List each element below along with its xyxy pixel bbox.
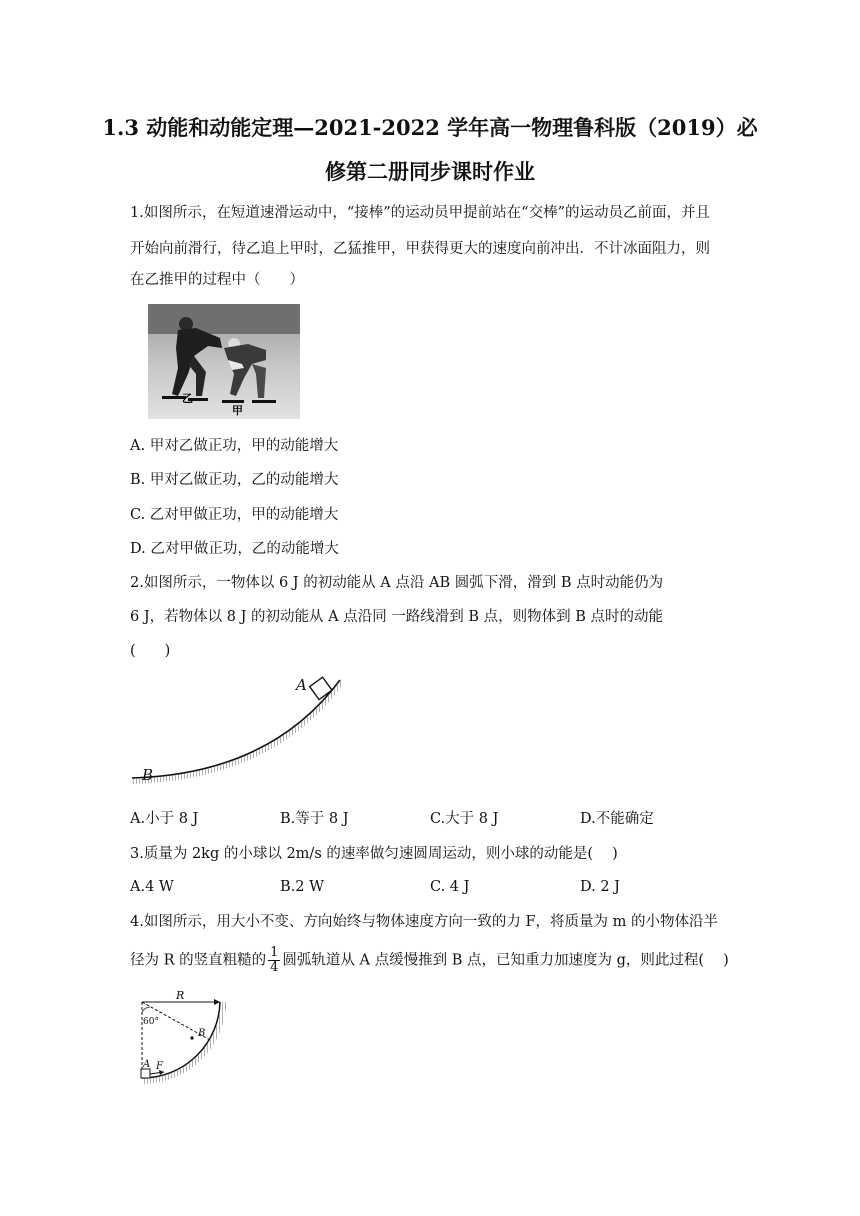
q2-option-a: A.小于 8 J bbox=[130, 811, 199, 827]
q1-text-line3: 在乙推甲的过程中（ ） bbox=[130, 272, 304, 288]
q1-option-a: A. 甲对乙做正功，甲的动能增大 bbox=[130, 438, 339, 454]
q3-option-c: C. 4 J bbox=[430, 879, 470, 895]
q4-fraction-numerator: 1 bbox=[270, 945, 279, 960]
q4-fig-label-r: R bbox=[176, 990, 185, 1002]
q4-fig-label-b: B bbox=[198, 1028, 206, 1039]
q1-photo-label-jia: 甲 bbox=[232, 404, 243, 417]
q3-option-d: D. 2 J bbox=[580, 879, 620, 895]
q4-text-line2-pre: 径为 R 的竖直粗糙的 bbox=[130, 952, 267, 969]
q4-fraction-denominator: 4 bbox=[270, 960, 279, 975]
q4-text-line2-post: 圆弧轨道从 A 点缓慢推到 B 点，已知重力加速度为 g，则此过程( ) bbox=[282, 952, 729, 969]
q4-text-line2 bbox=[130, 946, 730, 975]
q1-text-line2: 开始向前滑行，待乙追上甲时，乙猛推甲，甲获得更大的速度向前冲出．不计冰面阻力，则 bbox=[130, 241, 710, 257]
q4-text-line1: 4.如图所示，用大小不变、方向始终与物体速度方向一致的力 F，将质量为 m 的小物体沿半 bbox=[130, 914, 718, 930]
q4-fig-label-f: F bbox=[156, 1061, 163, 1072]
q2-text-line2: 6 J，若物体以 8 J 的初动能从 A 点沿同 一路线滑到 B 点，则物体到 B 点时的动能 bbox=[130, 609, 664, 625]
q4-fraction bbox=[268, 946, 280, 975]
q1-photo-label-yi: 乙 bbox=[182, 392, 193, 405]
q1-option-d: D. 乙对甲做正功，乙的动能增大 bbox=[130, 541, 339, 557]
q2-text-line3: ( ) bbox=[130, 643, 171, 659]
q2-option-b: B.等于 8 J bbox=[280, 811, 349, 827]
q3-text-line1: 3.质量为 2kg 的小球以 2m/s 的速率做匀速圆周运动，则小球的动能是( ) bbox=[130, 846, 618, 862]
q4-fig-label-a: A bbox=[143, 1059, 151, 1070]
q2-option-c: C.大于 8 J bbox=[430, 811, 499, 827]
q1-skating-photo bbox=[148, 304, 300, 419]
document-title-line2: 修第二册同步课时作业 bbox=[325, 159, 535, 184]
q3-option-b: B.2 W bbox=[280, 879, 325, 895]
q2-fig-label-a: A bbox=[296, 676, 307, 694]
q4-fig-label-angle: 60° bbox=[143, 1017, 159, 1027]
q4-quarter-arc-figure bbox=[132, 990, 232, 1086]
q2-text-line1: 2.如图所示，一物体以 6 J 的初动能从 A 点沿 AB 圆弧下滑，滑到 B 点时动能仍为 bbox=[130, 575, 664, 591]
q2-arc-figure bbox=[130, 668, 350, 798]
q3-option-a: A.4 W bbox=[130, 879, 174, 895]
q1-option-c: C. 乙对甲做正功，甲的动能增大 bbox=[130, 507, 339, 523]
q1-text-line1: 1.如图所示，在短道速滑运动中，“接棒”的运动员甲提前站在“交棒”的运动员乙前面，并且 bbox=[130, 205, 710, 221]
q2-option-d: D.不能确定 bbox=[580, 811, 654, 827]
document-title-line1: 1.3 动能和动能定理—2021-2022 学年高一物理鲁科版（2019）必 bbox=[102, 115, 758, 140]
q1-option-b: B. 甲对乙做正功，乙的动能增大 bbox=[130, 472, 339, 488]
q2-fig-label-b: B bbox=[142, 766, 154, 784]
